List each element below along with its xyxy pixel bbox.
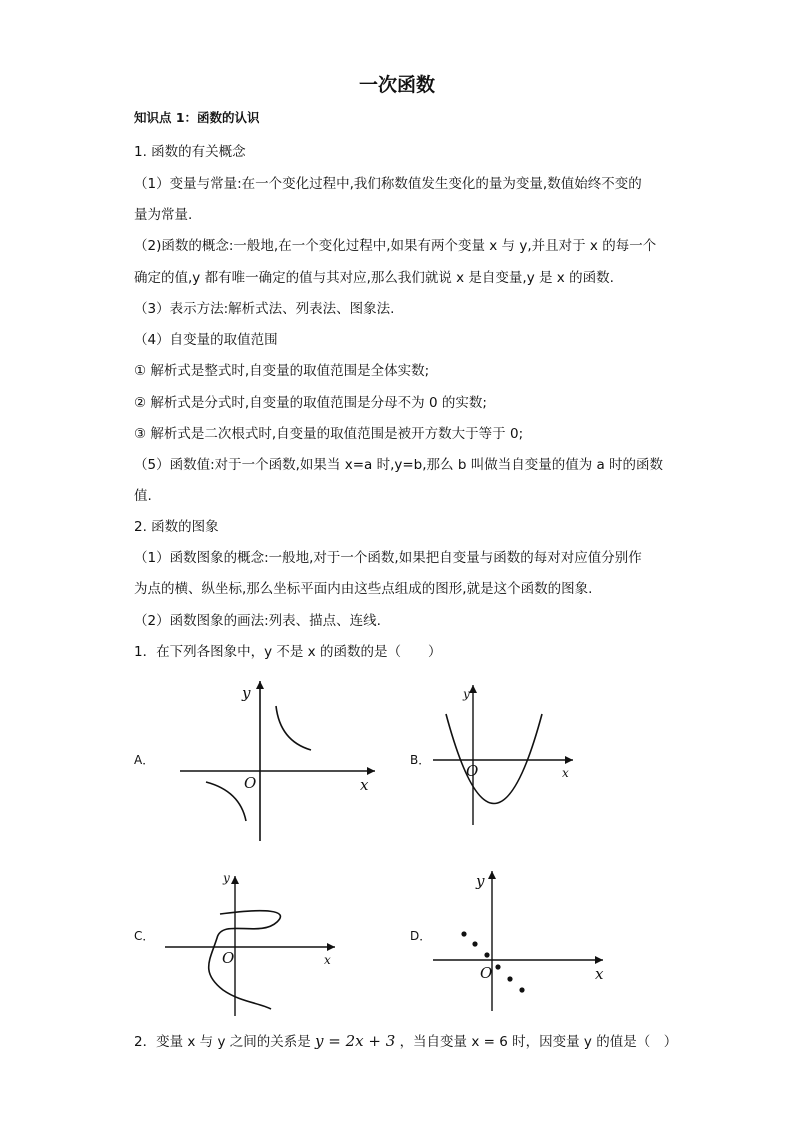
- text-domain-radical: ③ 解析式是二次根式时,自变量的取值范围是被开方数大于等于 0;: [134, 426, 524, 442]
- question-2-suffix: ，当自变量 x = 6 时，因变量 y 的值是（ ）: [399, 1034, 678, 1050]
- subheading-function-concepts: 1. 函数的有关概念: [134, 144, 246, 160]
- scatter-point: [507, 976, 512, 981]
- text-domain-fraction: ② 解析式是分式时,自变量的取值范围是分母不为 0 的实数;: [134, 395, 487, 411]
- text-variables-constants: （1）变量与常量:在一个变化过程中,我们称数值发生变化的量为变量,数值始终不变的: [134, 176, 642, 192]
- text-graph-concept: （1）函数图象的概念:一般地,对于一个函数,如果把自变量与函数的每对对应值分别作: [134, 550, 642, 566]
- graph-option-c: [160, 868, 340, 1018]
- text-domain-heading: （4）自变量的取值范围: [134, 332, 278, 348]
- question-2-stem: [134, 1030, 677, 1050]
- graph-option-d: [428, 866, 608, 1016]
- hyperbola-branch-upper: [276, 706, 311, 750]
- origin-label: O: [480, 964, 493, 982]
- text-graph-concept-cont: 为点的横、纵坐标,那么坐标平面内由这些点组成的图形,就是这个函数的图象.: [134, 581, 593, 597]
- x-axis-label: x: [562, 766, 569, 780]
- hyperbola-branch-lower: [206, 782, 246, 821]
- x-axis-label: x: [595, 965, 604, 983]
- text-function-value: （5）函数值:对于一个函数,如果当 x=a 时,y=b,那么 b 叫做当自变量的值为 a 时的函数: [134, 457, 664, 473]
- origin-label: O: [222, 949, 235, 967]
- y-axis-label: y: [476, 872, 485, 890]
- section-heading-knowledge-point: 知识点 1：函数的认识: [134, 110, 260, 125]
- scatter-point: [484, 952, 489, 957]
- scatter-point: [495, 964, 500, 969]
- x-axis-label: x: [360, 776, 369, 794]
- y-axis-arrow: [488, 871, 496, 879]
- x-axis-arrow: [327, 943, 335, 951]
- y-axis-label: y: [242, 684, 251, 702]
- text-representation-methods: （3）表示方法:解析式法、列表法、图象法.: [134, 301, 395, 317]
- scatter-point: [461, 931, 466, 936]
- option-c-label: C．: [134, 929, 155, 943]
- y-axis-label: y: [223, 871, 230, 885]
- page-title: 一次函数: [358, 74, 435, 96]
- graph-option-a: [170, 676, 380, 846]
- text-function-definition-cont: 确定的值,y 都有唯一确定的值与其对应,那么我们就说 x 是自变量,y 是 x 的函数.: [134, 270, 614, 286]
- option-b-label: B．: [410, 753, 431, 767]
- x-axis-arrow: [595, 956, 603, 964]
- graph-option-b: [428, 680, 578, 830]
- y-axis-arrow: [469, 685, 477, 693]
- question-2-formula: y = 2x + 3: [315, 1032, 396, 1050]
- question-1-stem: 1．在下列各图象中，y 不是 x 的函数的是（ ）: [134, 644, 442, 660]
- question-2-prefix: 2．变量 x 与 y 之间的关系是: [134, 1034, 311, 1050]
- x-axis-arrow: [367, 767, 375, 775]
- scatter-point: [519, 987, 524, 992]
- y-axis-arrow: [231, 876, 239, 884]
- origin-label: O: [244, 774, 257, 792]
- subheading-function-graph: 2. 函数的图象: [134, 519, 219, 535]
- scatter-point: [472, 941, 477, 946]
- text-function-definition: （2)函数的概念:一般地,在一个变化过程中,如果有两个变量 x 与 y,并且对于 x 的每一个: [134, 238, 657, 254]
- parabola-curve: [446, 714, 542, 804]
- y-axis-label: y: [463, 687, 470, 701]
- x-axis-label: x: [324, 953, 331, 967]
- option-d-label: D．: [410, 929, 432, 943]
- x-axis-arrow: [565, 756, 573, 764]
- option-a-label: A．: [134, 753, 155, 767]
- origin-label: O: [466, 762, 479, 780]
- text-graph-drawing-method: （2）函数图象的画法:列表、描点、连线.: [134, 613, 381, 629]
- text-variables-constants-cont: 量为常量.: [134, 207, 193, 223]
- s-shaped-curve: [209, 911, 281, 1009]
- text-domain-polynomial: ① 解析式是整式时,自变量的取值范围是全体实数;: [134, 363, 430, 379]
- text-function-value-cont: 值.: [134, 488, 152, 504]
- y-axis-arrow: [256, 681, 264, 689]
